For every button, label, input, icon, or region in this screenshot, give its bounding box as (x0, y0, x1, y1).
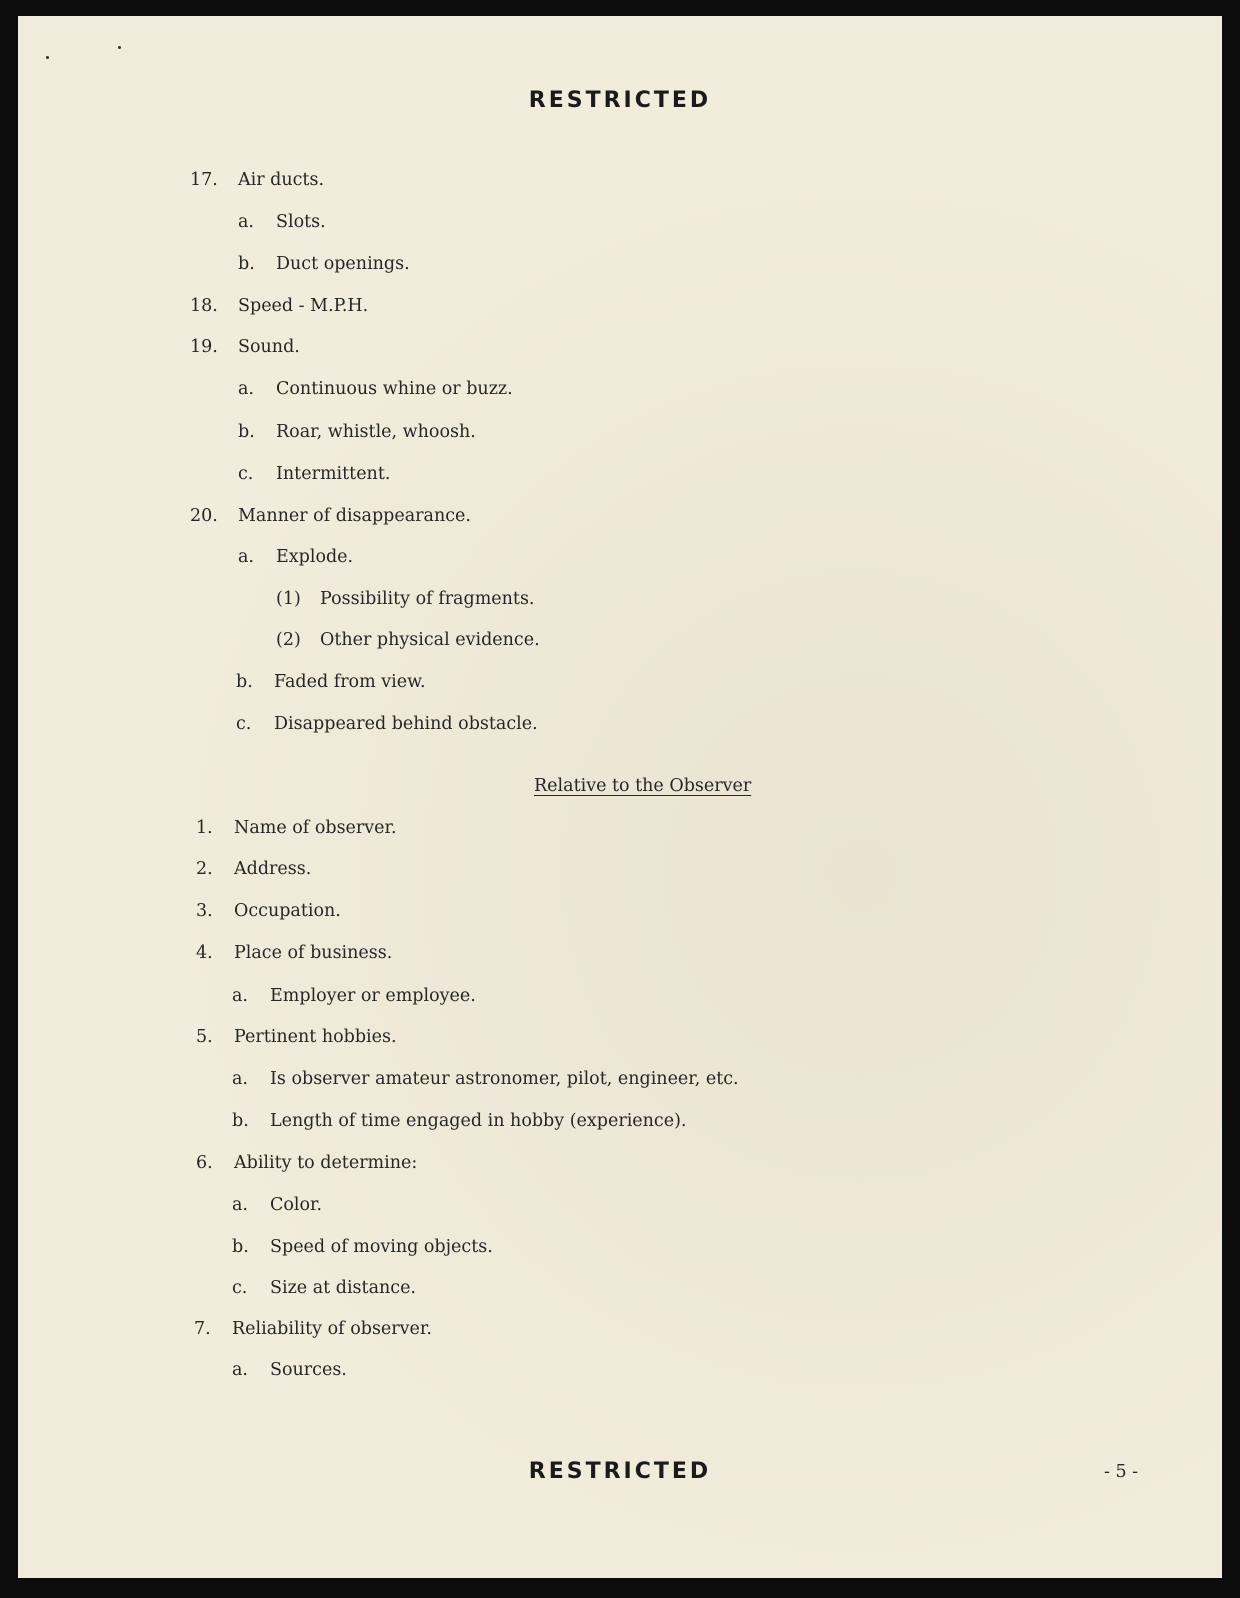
paper-speck (118, 46, 121, 49)
observer-item-3: 3. Occupation. (196, 901, 341, 921)
header-classification: RESTRICTED (528, 88, 712, 113)
section-heading: Relative to the Observer (534, 776, 752, 796)
list-item-20c: c. Disappeared behind obstacle. (236, 714, 538, 734)
observer-item-6b: b. Speed of moving objects. (232, 1237, 493, 1257)
footer-classification: RESTRICTED (528, 1459, 712, 1484)
list-item-20a: a. Explode. (238, 547, 354, 567)
list-item-18: 18. Speed - M.P.H. (190, 296, 369, 316)
list-item-20a1: (1) Possibility of fragments. (276, 589, 535, 609)
observer-item-1: 1. Name of observer. (196, 818, 397, 838)
observer-item-7: 7. Reliability of observer. (194, 1319, 432, 1339)
list-item-17: 17. Air ducts. (190, 170, 325, 190)
list-item-17b: b. Duct openings. (238, 254, 410, 274)
document-page (18, 16, 1222, 1578)
observer-item-7a: a. Sources. (232, 1360, 347, 1380)
list-item-19: 19. Sound. (190, 337, 300, 357)
observer-item-6c: c. Size at distance. (232, 1278, 416, 1298)
observer-item-4: 4. Place of business. (196, 943, 393, 963)
list-item-20a2: (2) Other physical evidence. (276, 630, 540, 650)
observer-item-5b: b. Length of time engaged in hobby (experience). (232, 1111, 687, 1131)
list-item-20: 20. Manner of disappearance. (190, 506, 471, 526)
list-item-19a: a. Continuous whine or buzz. (238, 379, 513, 399)
list-item-19c: c. Intermittent. (238, 464, 391, 484)
observer-item-5a: a. Is observer amateur astronomer, pilot, engineer, etc. (232, 1069, 739, 1089)
observer-item-6a: a. Color. (232, 1195, 323, 1215)
paper-speck (46, 56, 49, 59)
observer-item-5: 5. Pertinent hobbies. (196, 1027, 397, 1047)
observer-item-6: 6. Ability to determine: (196, 1153, 418, 1173)
observer-item-4a: a. Employer or employee. (232, 986, 476, 1006)
list-item-20b: b. Faded from view. (236, 672, 426, 692)
list-item-19b: b. Roar, whistle, whoosh. (238, 422, 476, 442)
observer-item-2: 2. Address. (196, 859, 312, 879)
list-item-17a: a. Slots. (238, 212, 326, 232)
page-number: - 5 - (1104, 1462, 1139, 1482)
